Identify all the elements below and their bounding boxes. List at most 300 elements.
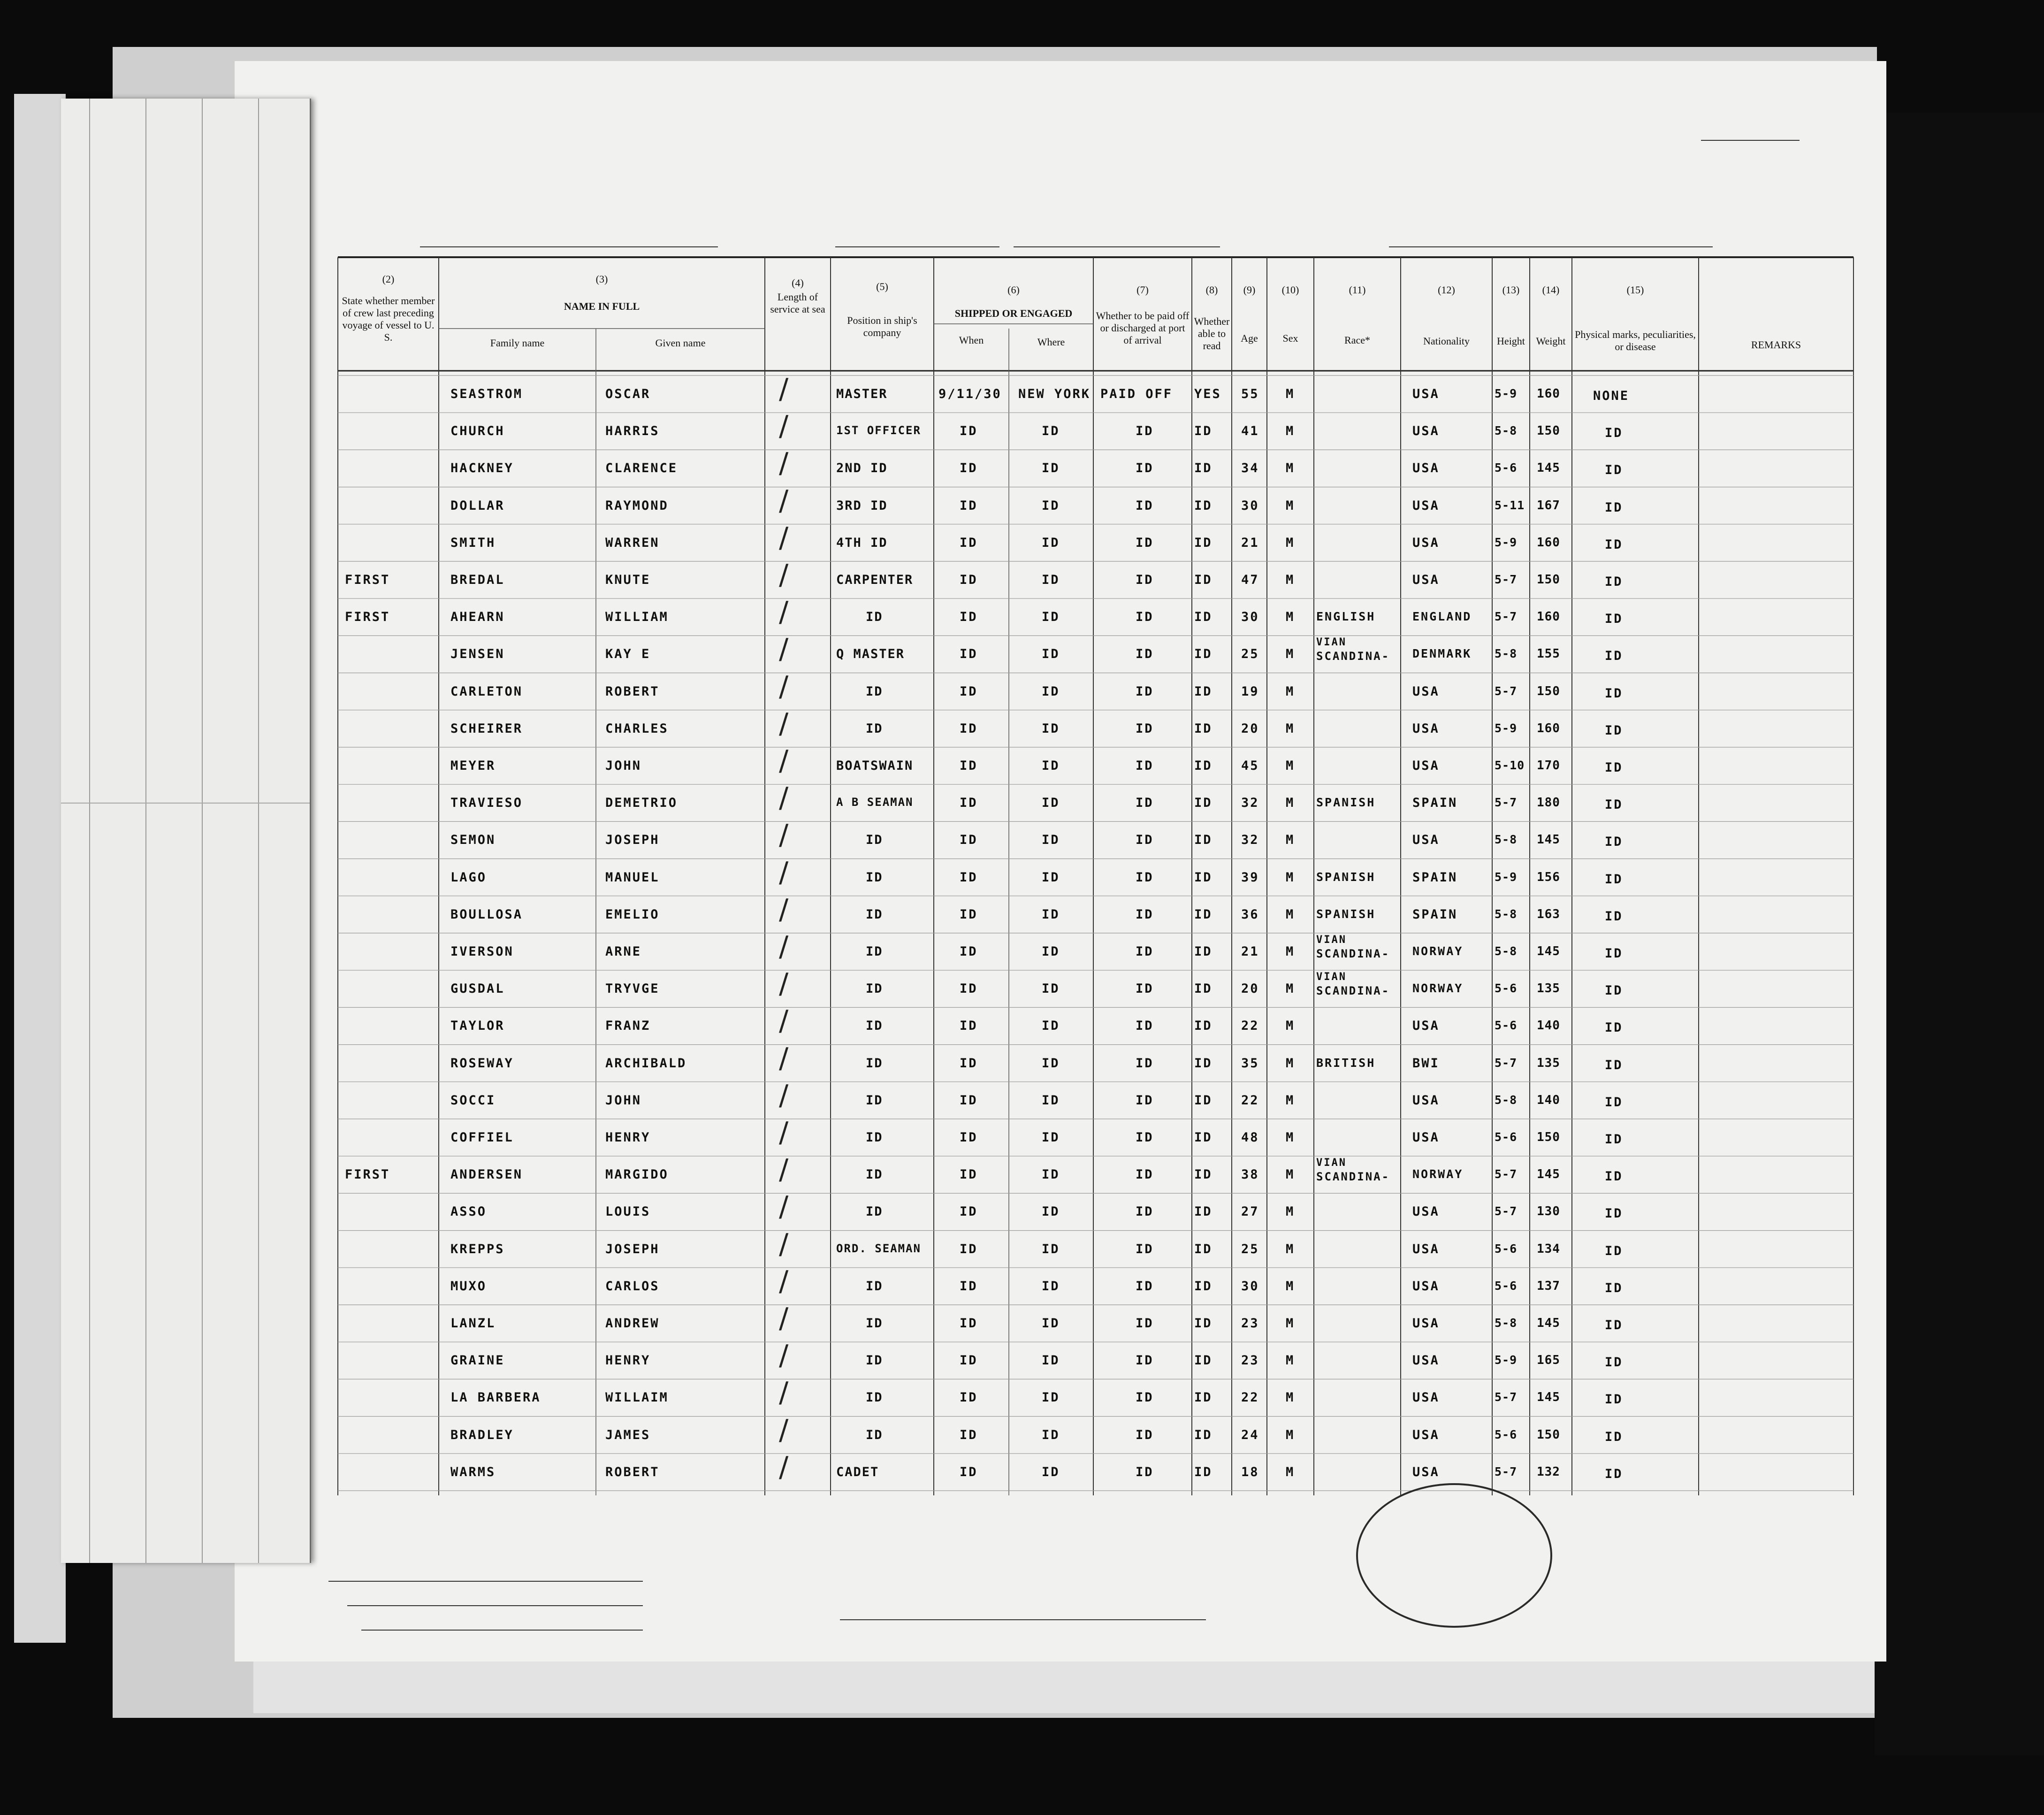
shipped-where-cell: ID — [1042, 1464, 1060, 1479]
able-to-read-cell: ID — [1194, 535, 1213, 550]
age-cell: 20 — [1241, 721, 1259, 736]
nationality-cell: USA — [1412, 1093, 1440, 1108]
able-to-read-cell: ID — [1194, 870, 1213, 885]
age-cell: 22 — [1241, 1390, 1259, 1405]
shipped-when-cell: ID — [960, 1130, 978, 1145]
sex-cell: M — [1286, 498, 1295, 513]
height-cell: 5-7 — [1495, 1167, 1518, 1181]
shipped-where-cell: ID — [1042, 1390, 1060, 1405]
height-cell: 5-8 — [1495, 833, 1518, 847]
agents-underline — [361, 1630, 643, 1631]
race-cell-continued: VIAN — [1316, 636, 1347, 649]
shipped-when-cell: ID — [960, 944, 978, 959]
family-name-cell: COFFIEL — [450, 1130, 514, 1145]
shipped-when-cell: ID — [960, 981, 978, 996]
service-tick-mark: / — [779, 856, 789, 889]
physical-marks-cell: ID — [1605, 1169, 1623, 1184]
col7-number: (7) — [1136, 284, 1149, 296]
able-to-read-cell: ID — [1194, 1390, 1213, 1405]
nationality-cell: USA — [1412, 424, 1440, 439]
family-name-cell: DOLLAR — [450, 498, 505, 513]
weight-cell: 145 — [1537, 833, 1560, 847]
weight-cell: 163 — [1537, 907, 1560, 921]
given-name-cell: OSCAR — [605, 387, 651, 401]
previous-voyage-cell: FIRST — [345, 1167, 390, 1182]
height-cell: 5-7 — [1495, 1464, 1518, 1478]
age-cell: 32 — [1241, 833, 1259, 848]
able-to-read-cell: ID — [1194, 1353, 1213, 1368]
family-name-cell: LANZL — [450, 1316, 496, 1331]
shipped-where-cell: ID — [1042, 647, 1060, 662]
able-to-read-cell: YES — [1194, 387, 1221, 401]
shipped-where-cell: ID — [1042, 981, 1060, 996]
age-cell: 32 — [1241, 796, 1259, 811]
shipped-where-cell: ID — [1042, 424, 1060, 439]
family-name-cell: MUXO — [450, 1279, 487, 1294]
family-name-cell: SCHEIRER — [450, 721, 523, 736]
paid-off-cell: ID — [1136, 1464, 1154, 1479]
physical-marks-cell: ID — [1605, 1206, 1623, 1221]
race-header: Race* — [1344, 334, 1370, 346]
age-cell: 18 — [1241, 1464, 1259, 1479]
shipped-where-cell: ID — [1042, 1316, 1060, 1331]
height-cell: 5-6 — [1495, 1241, 1518, 1256]
height-cell: 5-6 — [1495, 461, 1518, 475]
weight-cell: 160 — [1537, 387, 1560, 401]
service-tick-mark: / — [779, 1004, 789, 1038]
shipped-where-cell: ID — [1042, 944, 1060, 959]
nationality-cell: USA — [1412, 535, 1440, 550]
nationality-cell: USA — [1412, 1427, 1440, 1442]
able-to-read-cell: ID — [1194, 1464, 1213, 1479]
weight-cell: 140 — [1537, 1019, 1560, 1033]
able-to-read-cell: ID — [1194, 1204, 1213, 1219]
given-name-cell: JAMES — [605, 1427, 651, 1442]
nationality-cell: NORWAY — [1412, 981, 1464, 996]
physical-marks-cell: ID — [1605, 835, 1623, 850]
height-cell: 5-8 — [1495, 647, 1518, 661]
col4-header: Length of service at sea — [770, 291, 825, 315]
insert-rule — [202, 99, 203, 1563]
given-name-cell: HENRY — [605, 1353, 651, 1368]
given-name-cell: ARNE — [605, 944, 642, 959]
position-cell: MASTER — [836, 387, 888, 401]
height-cell: 5-7 — [1495, 573, 1518, 586]
shipped-where-cell: ID — [1042, 498, 1060, 513]
able-to-read-cell: ID — [1194, 684, 1213, 699]
age-cell: 23 — [1241, 1353, 1259, 1368]
nationality-cell: USA — [1412, 573, 1440, 587]
height-cell: 5-7 — [1495, 610, 1518, 624]
col6-number: (6) — [1007, 284, 1020, 296]
service-tick-mark: / — [779, 967, 789, 1001]
sex-cell: M — [1286, 1279, 1295, 1294]
line-underline — [328, 1581, 643, 1582]
paid-off-cell: ID — [1136, 1353, 1154, 1368]
nationality-cell: USA — [1412, 833, 1440, 848]
sex-cell: M — [1286, 1019, 1295, 1034]
col15-number: (15) — [1626, 284, 1644, 296]
family-name-cell: BREDAL — [450, 573, 505, 587]
family-name-cell: SMITH — [450, 535, 496, 550]
paid-off-cell: ID — [1136, 870, 1154, 885]
position-cell: ID — [866, 870, 883, 885]
family-name-cell: IVERSON — [450, 944, 514, 959]
physical-marks-cell: ID — [1605, 500, 1623, 515]
nationality-header: Nationality — [1423, 335, 1470, 347]
signature-line — [840, 1619, 1206, 1620]
height-cell: 5-7 — [1495, 1056, 1518, 1070]
col2-header: State whether member of crew last preceding voyage of vessel to U. S. — [342, 295, 435, 343]
nationality-cell: USA — [1412, 461, 1440, 476]
nationality-cell: NORWAY — [1412, 944, 1464, 958]
race-cell-continued: VIAN — [1316, 1157, 1347, 1169]
family-name-cell: TAYLOR — [450, 1019, 505, 1034]
shipped-when-cell: ID — [960, 758, 978, 773]
race-cell: SCANDINA- — [1316, 947, 1390, 960]
weight-cell: 145 — [1537, 944, 1560, 958]
insert-rule — [89, 99, 90, 1563]
shipped-where-cell: ID — [1042, 721, 1060, 736]
position-cell: 2ND ID — [836, 461, 888, 476]
sex-cell: M — [1286, 1093, 1295, 1108]
weight-cell: 132 — [1537, 1464, 1560, 1479]
col5-number: (5) — [876, 281, 888, 292]
nationality-cell: USA — [1412, 758, 1440, 773]
nationality-cell: SPAIN — [1412, 870, 1458, 885]
sex-cell: M — [1286, 610, 1295, 625]
sex-cell: M — [1286, 796, 1295, 811]
physical-marks-cell: ID — [1605, 574, 1623, 589]
height-cell: 5-7 — [1495, 796, 1518, 810]
position-cell: ORD. SEAMAN — [836, 1241, 921, 1255]
able-to-read-cell: ID — [1194, 647, 1213, 662]
race-cell: SPANISH — [1316, 907, 1376, 921]
nationality-cell: USA — [1412, 684, 1440, 699]
physical-marks-cell: ID — [1605, 760, 1623, 775]
weight-cell: 145 — [1537, 1316, 1560, 1330]
weight-cell: 170 — [1537, 758, 1560, 773]
nationality-cell: USA — [1412, 1130, 1440, 1145]
paid-off-cell: ID — [1136, 1056, 1154, 1071]
paid-off-cell: ID — [1136, 796, 1154, 811]
given-name-cell: FRANZ — [605, 1019, 651, 1034]
paid-off-cell: ID — [1136, 647, 1154, 662]
able-to-read-cell: ID — [1194, 721, 1213, 736]
shipped-when-cell: ID — [960, 721, 978, 736]
sex-cell: M — [1286, 1427, 1295, 1442]
where-header: Where — [1037, 336, 1065, 348]
height-cell: 5-7 — [1495, 684, 1518, 698]
position-cell: ID — [866, 1056, 883, 1071]
service-tick-mark: / — [779, 447, 789, 480]
physical-marks-cell: ID — [1605, 909, 1623, 924]
discharged-seamen-insert — [61, 99, 311, 1563]
position-cell: ID — [866, 1130, 883, 1145]
nationality-cell: USA — [1412, 387, 1440, 401]
service-tick-mark: / — [779, 893, 789, 926]
shipped-where-cell: NEW YORK — [1018, 387, 1091, 401]
given-name-cell: MANUEL — [605, 870, 660, 885]
nationality-cell: USA — [1412, 1390, 1440, 1405]
given-name-cell: WILLAIM — [605, 1390, 669, 1405]
col5-header: Position in ship's company — [847, 314, 917, 338]
family-name-cell: GRAINE — [450, 1353, 505, 1368]
previous-voyage-cell: FIRST — [345, 573, 390, 587]
physical-marks-cell: ID — [1605, 1095, 1623, 1110]
able-to-read-cell: ID — [1194, 1427, 1213, 1442]
shipped-when-cell: ID — [960, 573, 978, 587]
col8-header: Whether able to read — [1194, 315, 1230, 352]
able-to-read-cell: ID — [1194, 1019, 1213, 1034]
given-name-cell: DEMETRIO — [605, 796, 678, 811]
given-name-cell: HENRY — [605, 1130, 651, 1145]
position-cell: ID — [866, 907, 883, 922]
family-name-cell: MEYER — [450, 758, 496, 773]
position-cell: Q MASTER — [836, 647, 905, 662]
shipped-where-cell: ID — [1042, 1130, 1060, 1145]
service-tick-mark: / — [779, 744, 789, 777]
col3-header: NAME IN FULL — [564, 300, 640, 312]
able-to-read-cell: ID — [1194, 1279, 1213, 1294]
shipped-when-cell: ID — [960, 907, 978, 922]
weight-cell: 167 — [1537, 498, 1560, 513]
col12-number: (12) — [1438, 284, 1455, 296]
family-name-cell: LAGO — [450, 870, 487, 885]
age-cell: 41 — [1241, 424, 1259, 439]
remarks-header: REMARKS — [1751, 339, 1801, 351]
physical-marks-cell: ID — [1605, 946, 1623, 961]
sex-cell: M — [1286, 387, 1295, 401]
sex-cell: M — [1286, 424, 1295, 439]
shipped-when-cell: 9/11/30 — [938, 387, 1002, 401]
given-name-cell: WILLIAM — [605, 610, 669, 625]
shipped-where-cell: ID — [1042, 907, 1060, 922]
previous-voyage-cell: FIRST — [345, 610, 390, 625]
sex-cell: M — [1286, 461, 1295, 476]
shipped-where-cell: ID — [1042, 535, 1060, 550]
able-to-read-cell: ID — [1194, 833, 1213, 848]
shipped-when-cell: ID — [960, 535, 978, 550]
physical-marks-cell: ID — [1605, 463, 1623, 478]
service-tick-mark: / — [779, 1227, 789, 1261]
nationality-cell: USA — [1412, 1353, 1440, 1368]
owners-underline — [347, 1605, 643, 1606]
position-cell: ID — [866, 1204, 883, 1219]
age-cell: 45 — [1241, 758, 1259, 773]
physical-marks-cell: ID — [1605, 1020, 1623, 1035]
height-cell: 5-9 — [1495, 535, 1518, 549]
shipped-where-cell: ID — [1042, 684, 1060, 699]
able-to-read-cell: ID — [1194, 944, 1213, 959]
given-name-cell: JOHN — [605, 758, 642, 773]
sex-cell: M — [1286, 1390, 1295, 1405]
weight-cell: 165 — [1537, 1353, 1560, 1368]
family-name-cell: TRAVIESO — [450, 796, 523, 811]
service-tick-mark: / — [779, 1264, 789, 1298]
family-name-cell: ROSEWAY — [450, 1056, 514, 1071]
shipped-when-cell: ID — [960, 1204, 978, 1219]
shipped-where-cell: ID — [1042, 1427, 1060, 1442]
position-cell: ID — [866, 1427, 883, 1442]
position-cell: ID — [866, 684, 883, 699]
sex-cell: M — [1286, 1167, 1295, 1182]
shipped-when-cell: ID — [960, 1427, 978, 1442]
shipped-where-cell: ID — [1042, 1241, 1060, 1256]
position-cell: CADET — [836, 1464, 879, 1479]
date-underline — [1014, 246, 1220, 247]
service-tick-mark: / — [779, 1302, 789, 1335]
able-to-read-cell: ID — [1194, 498, 1213, 513]
paid-off-cell: ID — [1136, 944, 1154, 959]
physical-marks-cell: ID — [1605, 723, 1623, 738]
age-cell: 22 — [1241, 1093, 1259, 1108]
paid-off-cell: ID — [1136, 1093, 1154, 1108]
shipped-where-cell: ID — [1042, 870, 1060, 885]
able-to-read-cell: ID — [1194, 907, 1213, 922]
shipped-where-cell: ID — [1042, 833, 1060, 848]
given-name-cell: JOHN — [605, 1093, 642, 1108]
nationality-cell: USA — [1412, 498, 1440, 513]
weight-cell: 150 — [1537, 1427, 1560, 1442]
right-edge — [1875, 113, 2044, 1755]
physical-marks-cell: ID — [1605, 612, 1623, 627]
physical-marks-cell: ID — [1605, 1057, 1623, 1072]
alien-count-circle — [1356, 1483, 1552, 1628]
vessel-underline — [420, 246, 718, 247]
paid-off-cell: ID — [1136, 1390, 1154, 1405]
family-name-cell: BRADLEY — [450, 1427, 514, 1442]
from-port-underline — [1389, 246, 1713, 247]
given-name-cell: LOUIS — [605, 1204, 651, 1219]
race-cell: SCANDINA- — [1316, 984, 1390, 998]
height-cell: 5-6 — [1495, 981, 1518, 996]
col14-number: (14) — [1542, 284, 1560, 296]
nationality-cell: USA — [1412, 721, 1440, 736]
given-name-cell: CHARLES — [605, 721, 669, 736]
sex-cell: M — [1286, 647, 1295, 662]
sex-cell: M — [1286, 758, 1295, 773]
weight-cell: 180 — [1537, 796, 1560, 810]
weight-cell: 145 — [1537, 1167, 1560, 1182]
family-name-cell: HACKNEY — [450, 461, 514, 476]
given-name-cell: ANDREW — [605, 1316, 660, 1331]
weight-cell: 135 — [1537, 1056, 1560, 1070]
position-cell: CARPENTER — [836, 573, 914, 587]
paid-off-cell: ID — [1136, 1241, 1154, 1256]
col7-header: Whether to be paid off or discharged at port of arrival — [1096, 310, 1190, 346]
paid-off-cell: ID — [1136, 610, 1154, 625]
family-name-header: Family name — [490, 337, 545, 349]
age-cell: 23 — [1241, 1316, 1259, 1331]
given-name-cell: ROBERT — [605, 1464, 660, 1479]
weight-cell: 160 — [1537, 610, 1560, 624]
shipped-where-cell: ID — [1042, 461, 1060, 476]
able-to-read-cell: ID — [1194, 981, 1213, 996]
physical-marks-header: Physical marks, peculiarities, or disease — [1575, 329, 1696, 352]
service-tick-mark: / — [779, 1042, 789, 1075]
position-cell: 1ST OFFICER — [836, 424, 921, 437]
family-name-cell: BOULLOSA — [450, 907, 523, 922]
shipped-when-cell: ID — [960, 1390, 978, 1405]
height-header: Height — [1497, 335, 1525, 347]
able-to-read-cell: ID — [1194, 796, 1213, 811]
physical-marks-cell: ID — [1605, 1429, 1623, 1444]
able-to-read-cell: ID — [1194, 1093, 1213, 1108]
position-cell: BOATSWAIN — [836, 758, 914, 773]
position-cell: ID — [866, 833, 883, 848]
physical-marks-cell: ID — [1605, 1392, 1623, 1407]
nationality-cell: BWI — [1412, 1056, 1440, 1071]
family-name-cell: WARMS — [450, 1464, 496, 1479]
position-cell: ID — [866, 981, 883, 996]
shipped-where-cell: ID — [1042, 1279, 1060, 1294]
able-to-read-cell: ID — [1194, 1130, 1213, 1145]
weight-cell: 150 — [1537, 684, 1560, 698]
position-cell: ID — [866, 1390, 883, 1405]
nationality-cell: USA — [1412, 1279, 1440, 1294]
family-name-cell: JENSEN — [450, 647, 505, 662]
sex-cell: M — [1286, 535, 1295, 550]
service-tick-mark: / — [779, 1190, 789, 1224]
given-name-cell: CARLOS — [605, 1279, 660, 1294]
shipped-where-cell: ID — [1042, 1167, 1060, 1182]
given-name-cell: RAYMOND — [605, 498, 669, 513]
age-cell: 47 — [1241, 573, 1259, 587]
position-cell: ID — [866, 1019, 883, 1034]
family-name-cell: CARLETON — [450, 684, 523, 699]
family-name-cell: SEMON — [450, 833, 496, 848]
nationality-cell: USA — [1412, 1241, 1440, 1256]
col4-number: (4) — [792, 277, 804, 289]
weight-cell: 156 — [1537, 870, 1560, 884]
sex-cell: M — [1286, 833, 1295, 848]
able-to-read-cell: ID — [1194, 758, 1213, 773]
family-name-cell: GUSDAL — [450, 981, 505, 996]
age-cell: 30 — [1241, 498, 1259, 513]
physical-marks-cell: ID — [1605, 1318, 1623, 1333]
sex-cell: M — [1286, 870, 1295, 885]
age-cell: 27 — [1241, 1204, 1259, 1219]
nationality-cell: NORWAY — [1412, 1167, 1464, 1181]
shipped-where-cell: ID — [1042, 1019, 1060, 1034]
paid-off-cell: ID — [1136, 461, 1154, 476]
height-cell: 5-6 — [1495, 1279, 1518, 1293]
paid-off-cell: ID — [1136, 907, 1154, 922]
given-name-header: Given name — [655, 337, 706, 349]
race-cell-continued: VIAN — [1316, 971, 1347, 983]
shipped-when-cell: ID — [960, 1093, 978, 1108]
service-tick-mark: / — [779, 1376, 789, 1409]
shipped-when-cell: ID — [960, 1241, 978, 1256]
service-tick-mark: / — [779, 670, 789, 703]
sex-header: Sex — [1282, 332, 1298, 344]
physical-marks-cell: ID — [1605, 1280, 1623, 1295]
race-cell-continued: VIAN — [1316, 934, 1347, 946]
paid-off-cell: ID — [1136, 684, 1154, 699]
age-cell: 30 — [1241, 610, 1259, 625]
position-cell: ID — [866, 1167, 883, 1182]
shipped-where-cell: ID — [1042, 758, 1060, 773]
able-to-read-cell: ID — [1194, 1316, 1213, 1331]
shipped-when-cell: ID — [960, 461, 978, 476]
age-cell: 21 — [1241, 944, 1259, 959]
position-cell: ID — [866, 1093, 883, 1108]
insert-rule — [145, 99, 146, 1563]
shipped-where-cell: ID — [1042, 610, 1060, 625]
age-cell: 30 — [1241, 1279, 1259, 1294]
shipped-where-cell: ID — [1042, 1353, 1060, 1368]
